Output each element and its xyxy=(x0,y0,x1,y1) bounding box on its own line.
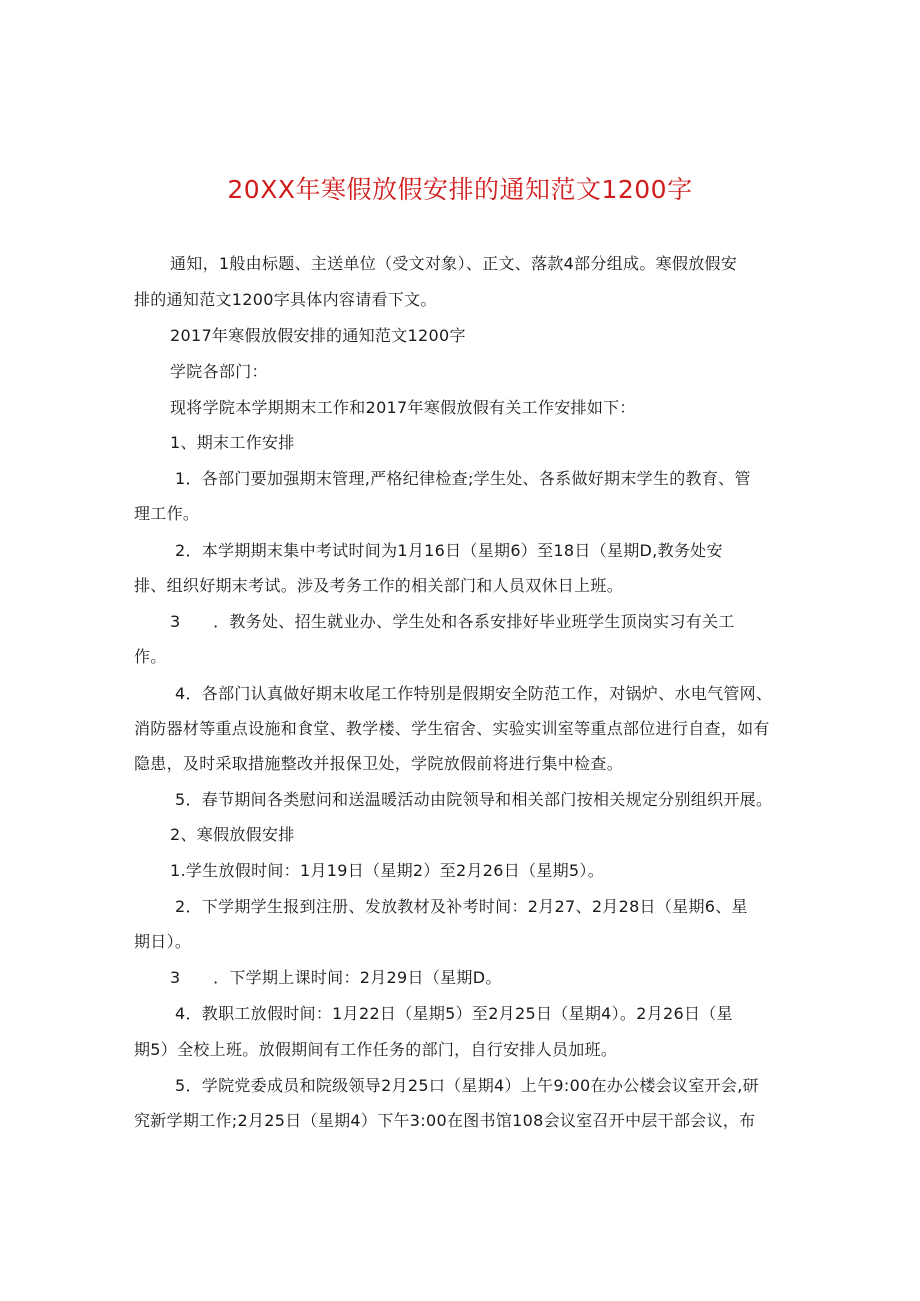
text-line: 5．春节期间各类慰问和送温暖活动由院领导和相关部门按相关规定分别组织开展。 xyxy=(175,790,773,809)
section-heading: 2、寒假放假安排 xyxy=(170,825,295,844)
text-line: 2．下学期学生报到注册、发放教材及补考时间：2月27、2月28日（星期6、星 xyxy=(175,897,748,916)
text-line: 1.学生放假时间：1月19日（星期2）至2月26日（星期5）。 xyxy=(170,861,605,880)
document-title: 20XX年寒假放假安排的通知范文1200字 xyxy=(227,175,693,204)
text-line: 1．各部门要加强期末管理,严格纪律检查;学生处、各系做好期末学生的教育、管 xyxy=(175,469,751,488)
text-line: 隐患，及时采取措施整改并报保卫处，学院放假前将进行集中检查。 xyxy=(134,754,624,773)
text-line: 期5）全校上班。放假期间有工作任务的部门，自行安排人员加班。 xyxy=(134,1040,618,1059)
text-line: 消防器材等重点设施和食堂、教学楼、学生宿舍、实验实训室等重点部位进行自查，如有 xyxy=(134,719,770,738)
text-line: 5．学院党委成员和院级领导2月25口（星期4）上午9:00在办公楼会议室开会,研 xyxy=(175,1076,759,1095)
text-line: 究新学期工作;2月25日（星期4）下午3:00在图书馆108会议室召开中层干部会议，布 xyxy=(134,1111,756,1130)
text-line: 2．本学期期末集中考试时间为1月16日（星期6）至18日（星期D,教务处安 xyxy=(175,541,723,560)
text-line: 作。 xyxy=(134,647,167,666)
text-line: 学院各部门： xyxy=(170,362,268,381)
text-line: 现将学院本学期期末工作和2017年寒假放假有关工作安排如下： xyxy=(170,398,636,417)
section-heading: 1、期末工作安排 xyxy=(170,433,295,452)
text-line: 3 ．下学期上课时间：2月29日（星期D。 xyxy=(170,968,502,987)
text-line: 排、组织好期末考试。涉及考务工作的相关部门和人员双休日上班。 xyxy=(134,576,624,595)
text-line: 理工作。 xyxy=(134,504,200,523)
text-line: 4．教职工放假时间：1月22日（星期5）至2月25日（星期4）。2月26日（星 xyxy=(175,1004,733,1023)
text-line: 2017年寒假放假安排的通知范文1200字 xyxy=(170,326,466,345)
text-line: 期日）。 xyxy=(134,932,192,951)
text-line: 通知，1般由标题、主送单位（受文对象）、正文、落款4部分组成。寒假放假安 xyxy=(170,254,738,273)
text-line: 3 ．教务处、招生就业办、学生处和各系安排好毕业班学生顶岗实习有关工 xyxy=(170,612,735,631)
text-line: 4．各部门认真做好期末收尾工作特别是假期安全防范工作，对锅炉、水电气管网、 xyxy=(175,684,773,703)
text-line: 排的通知范文1200字具体内容请看下文。 xyxy=(134,290,437,309)
